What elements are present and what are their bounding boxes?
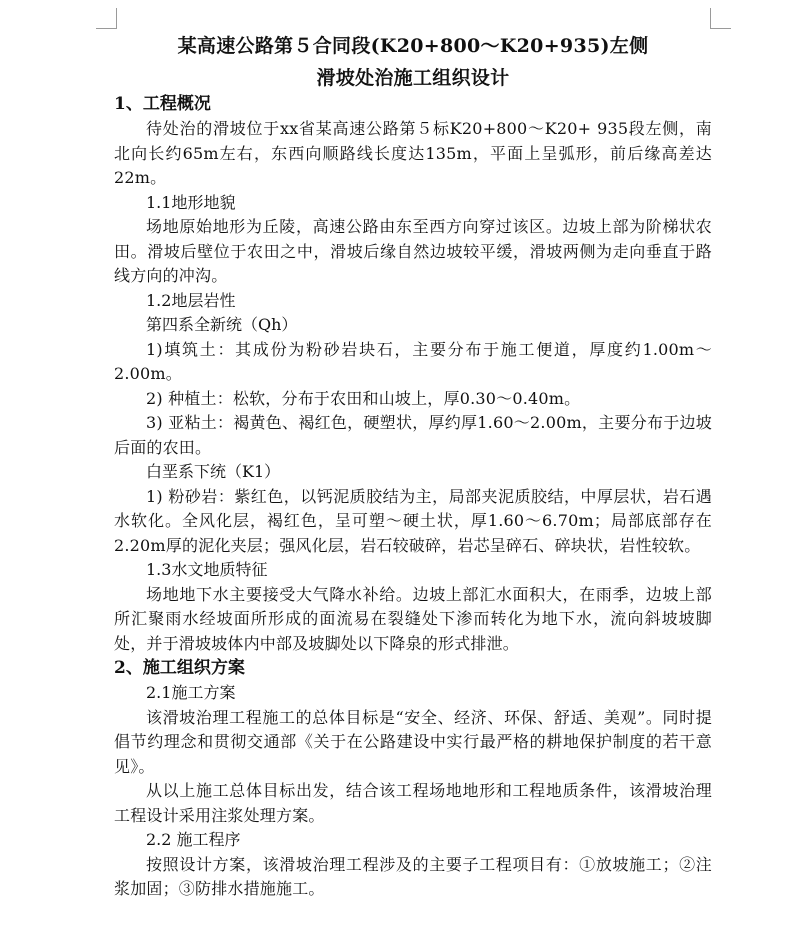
document-body [114,32,712,902]
paragraph-procedure: 按照设计方案，该滑坡治理工程涉及的主要子工程项目有：①放坡施工；②注浆加固；③防排水措施施工。 [114,854,712,898]
document-title-line1: 某高速公路第５合同段(K20+800～K20+935)左侧 [177,35,649,57]
subheading-1-3: 1.3水文地质特征 [146,560,268,579]
paragraph-plan-method: 从以上施工总体目标出发，结合该工程场地地形和工程地质条件，该滑坡治理工程设计采用注浆处理方案。 [114,781,712,825]
paragraph-hydrogeology: 场地地下水主要接受大气降水补给。边坡上部汇水面积大，在雨季，边坡上部所汇聚雨水经坡面所形成的面流易在裂缝处下渗而转化为地下水，流向斜坡坡脚处，并于滑坡坡体内中部及坡脚处以下降泉的形式排泄。 [114,584,712,653]
crop-mark-top-right [710,8,731,29]
stratum-item-topsoil: 2) 种植土：松软，分布于农田和山坡上，厚0.30～0.40m。 [146,388,581,408]
paragraph-plan-goal: 该滑坡治理工程施工的总体目标是“安全、经济、环保、舒适、美观”。同时提倡节约理念和贯彻交通部《关于在公路建设中实行最严格的耕地保护制度的若干意见》。 [114,707,712,776]
crop-mark-top-left [96,8,117,29]
stratum-cretaceous: 白垩系下统（K1） [146,462,281,481]
stratum-item-siltstone: 1) 粉砂岩：紫红色，以钙泥质胶结为主，局部夹泥质胶结，中厚层状，岩石遇水软化。全风化层，褐红色，呈可塑～硬土状，厚1.60～6.70m；局部底部存在2.20m厚的泥化夹层；强风化层，岩石较破碎，岩芯呈碎石、碎块状，岩性较软。 [114,486,712,555]
subheading-2-1: 2.1施工方案 [146,683,236,702]
subheading-2-2: 2.2 施工程序 [146,830,241,849]
stratum-quaternary: 第四系全新统（Qh） [146,315,298,334]
paragraph-terrain: 场地原始地形为丘陵，高速公路由东至西方向穿过该区。边坡上部为阶梯状农田。滑坡后壁位于农田之中，滑坡后缘自然边坡较平缓，滑坡两侧为走向垂直于路线方向的冲沟。 [114,217,712,285]
paragraph-intro: 待处治的滑坡位于xx省某高速公路第５标K20+800～K20+ 935段左侧，南北向长约65m左右，东西向顺路线长度达135m，平面上呈弧形，前后缘高差达22m。 [114,119,712,187]
document-title-line2: 滑坡处治施工组织设计 [316,67,510,89]
section-heading-1: 1、工程概况 [114,94,211,114]
stratum-item-clay: 3) 亚粘土：褐黄色、褐红色，硬塑状，厚约厚1.60～2.00m，主要分布于边坡后面的农田。 [114,413,712,457]
section-heading-2: 2、施工组织方案 [114,658,245,678]
subheading-1-2: 1.2地层岩性 [146,290,236,310]
subheading-1-1: 1.1地形地貌 [146,192,236,212]
stratum-item-fill: 1)填筑土：其成份为粉砂岩块石，主要分布于施工便道，厚度约1.00m～2.00m。 [114,339,712,383]
